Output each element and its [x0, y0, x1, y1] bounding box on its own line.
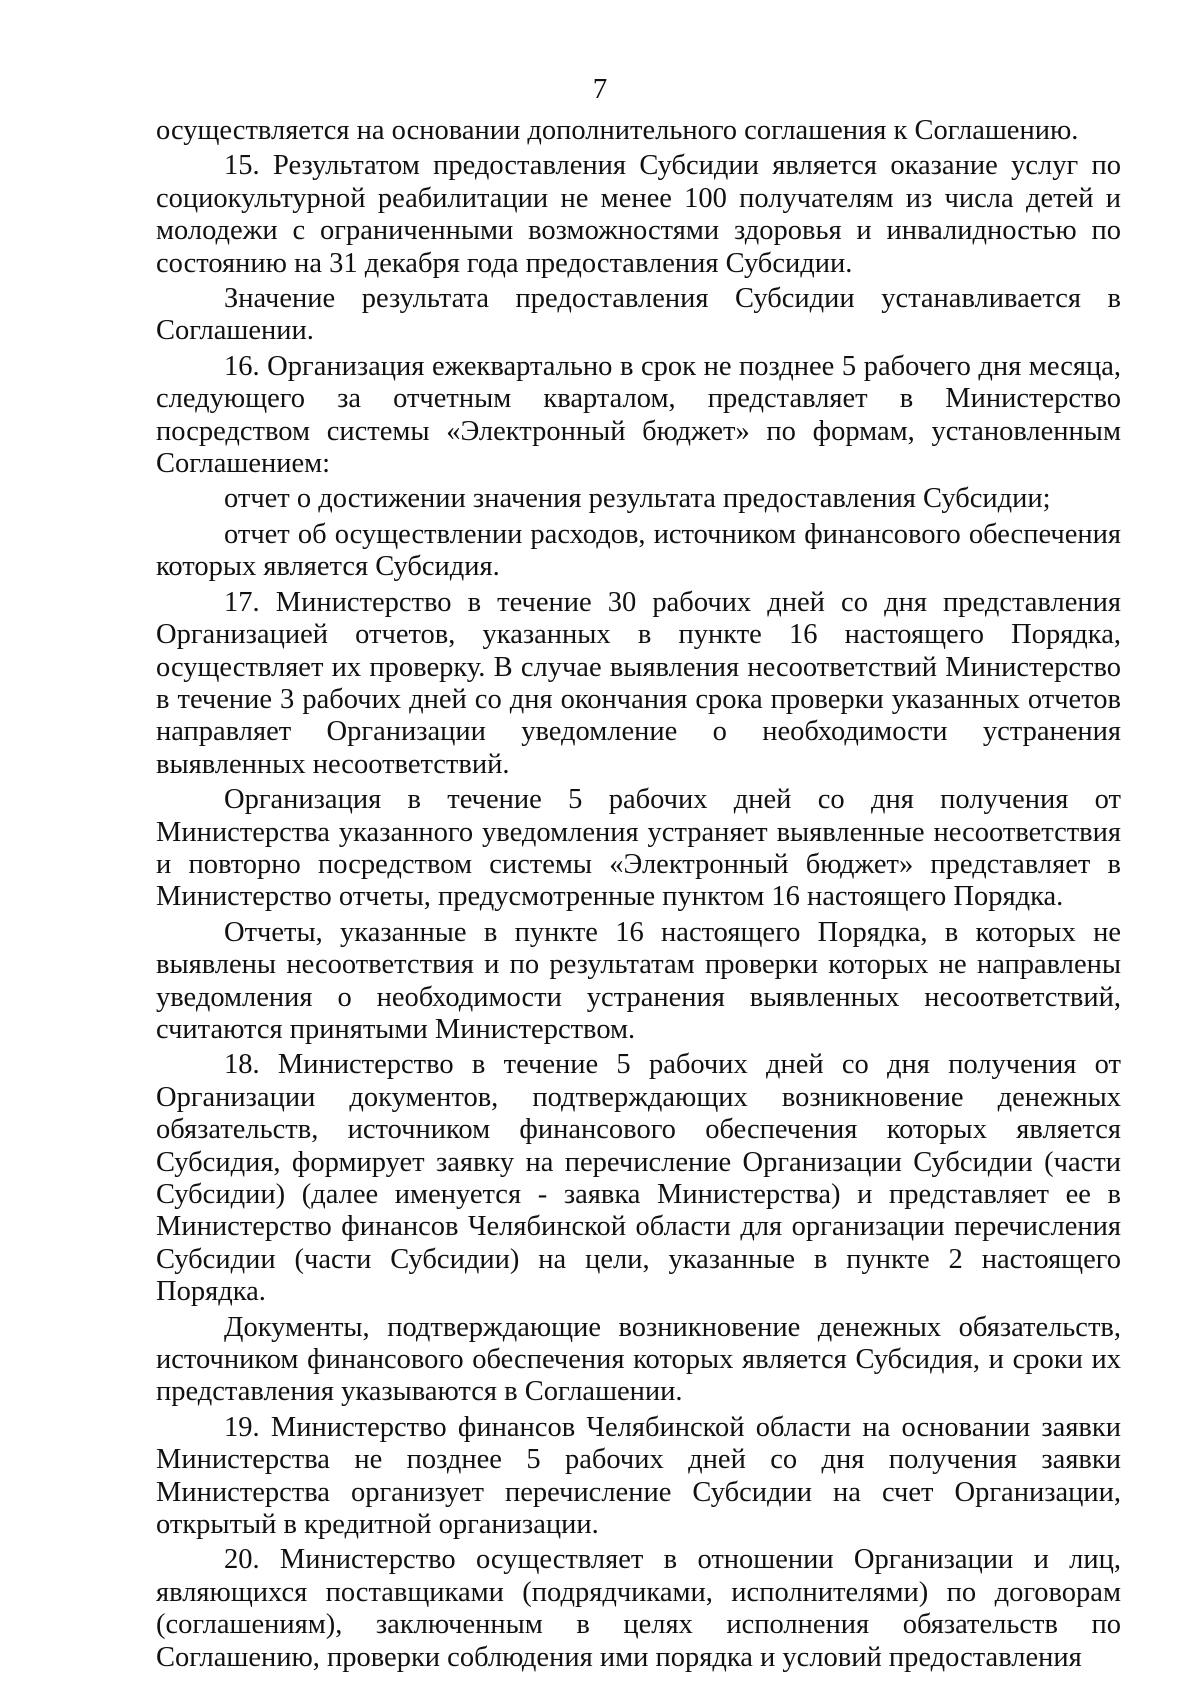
- paragraph-16-report-result: отчет о достижении значения результата предоставления Субсидии;: [224, 483, 1051, 515]
- paragraph-17-correction: Организация в течение 5 рабочих дней со дня получения от Министерства указанного уведомления устраняет выявленные несоответствия и повторно посредством системы «Электронный бюджет» представляет в Министерство отчеты, предусмотренные пунктом 16 настоящего Порядка.: [156, 784, 1121, 913]
- paragraph-15: 15. Результатом предоставления Субсидии является оказание услуг по социокультурной реабилитации не менее 100 получателям из числа детей и молодежи с ограниченными возможностями здоровья и инвалидностью по состоянию на 31 декабря года предоставления Субсидии.: [156, 150, 1121, 279]
- paragraph-20: 20. Министерство осуществляет в отношении Организации и лиц, являющихся поставщиками (подрядчиками, исполнителями) по договорам (соглашениям), заключенным в целях исполнения обязательств по Соглашению, проверки соблюдения ими порядка и условий предоставления: [156, 1544, 1121, 1673]
- page-number: 7: [592, 73, 608, 105]
- paragraph-19: 19. Министерство финансов Челябинской области на основании заявки Министерства не позднее 5 рабочих дней со дня получения заявки Министерства организует перечисление Субсидии на счет Организации, открытый в кредитной организации.: [156, 1411, 1121, 1541]
- paragraph-17-accepted-reports: Отчеты, указанные в пункте 16 настоящего Порядка, в которых не выявлены несоответствия и по результатам проверки которых не направлены уведомления о необходимости устранения выявленных несоответствий, считаются принятыми Министерством.: [156, 916, 1121, 1045]
- paragraph-16-report-expenses: отчет об осуществлении расходов, источником финансового обеспечения которых является Субсидия.: [156, 518, 1121, 583]
- paragraph-17: 17. Министерство в течение 30 рабочих дней со дня представления Организацией отчетов, указанных в пункте 16 настоящего Порядка, осуществляет их проверку. В случае выявления несоответствий Министерство в течение 3 рабочих дней со дня окончания срока проверки указанных отчетов направляет Организации уведомление о необходимости устранения выявленных несоответствий.: [156, 586, 1121, 780]
- paragraph-18-documents: Документы, подтверждающие возникновение денежных обязательств, источником финансового обеспечения которых является Субсидия, и сроки их представления указываются в Соглашении.: [156, 1311, 1121, 1408]
- document-body: [156, 115, 1121, 1674]
- paragraph-15-result-value: Значение результата предоставления Субсидии устанавливается в Соглашении.: [156, 283, 1121, 347]
- paragraph-16: 16. Организация ежеквартально в срок не позднее 5 рабочего дня месяца, следующего за отчетным кварталом, представляет в Министерство посредством системы «Электронный бюджет» по формам, установленным Соглашением:: [156, 350, 1121, 480]
- paragraph-18: 18. Министерство в течение 5 рабочих дней со дня получения от Организации документов, подтверждающих возникновение денежных обязательств, источником финансового обеспечения которых является Субсидия, формирует заявку на перечисление Организации Субсидии (части Субсидии) (далее именуется - заявка Министерства) и представляет ее в Министерство финансов Челябинской области для организации перечисления Субсидии (части Субсидии) на цели, указанные в пункте 2 настоящего Порядка.: [156, 1049, 1121, 1308]
- paragraph-continuation: осуществляется на основании дополнительного соглашения к Соглашению.: [156, 115, 1079, 146]
